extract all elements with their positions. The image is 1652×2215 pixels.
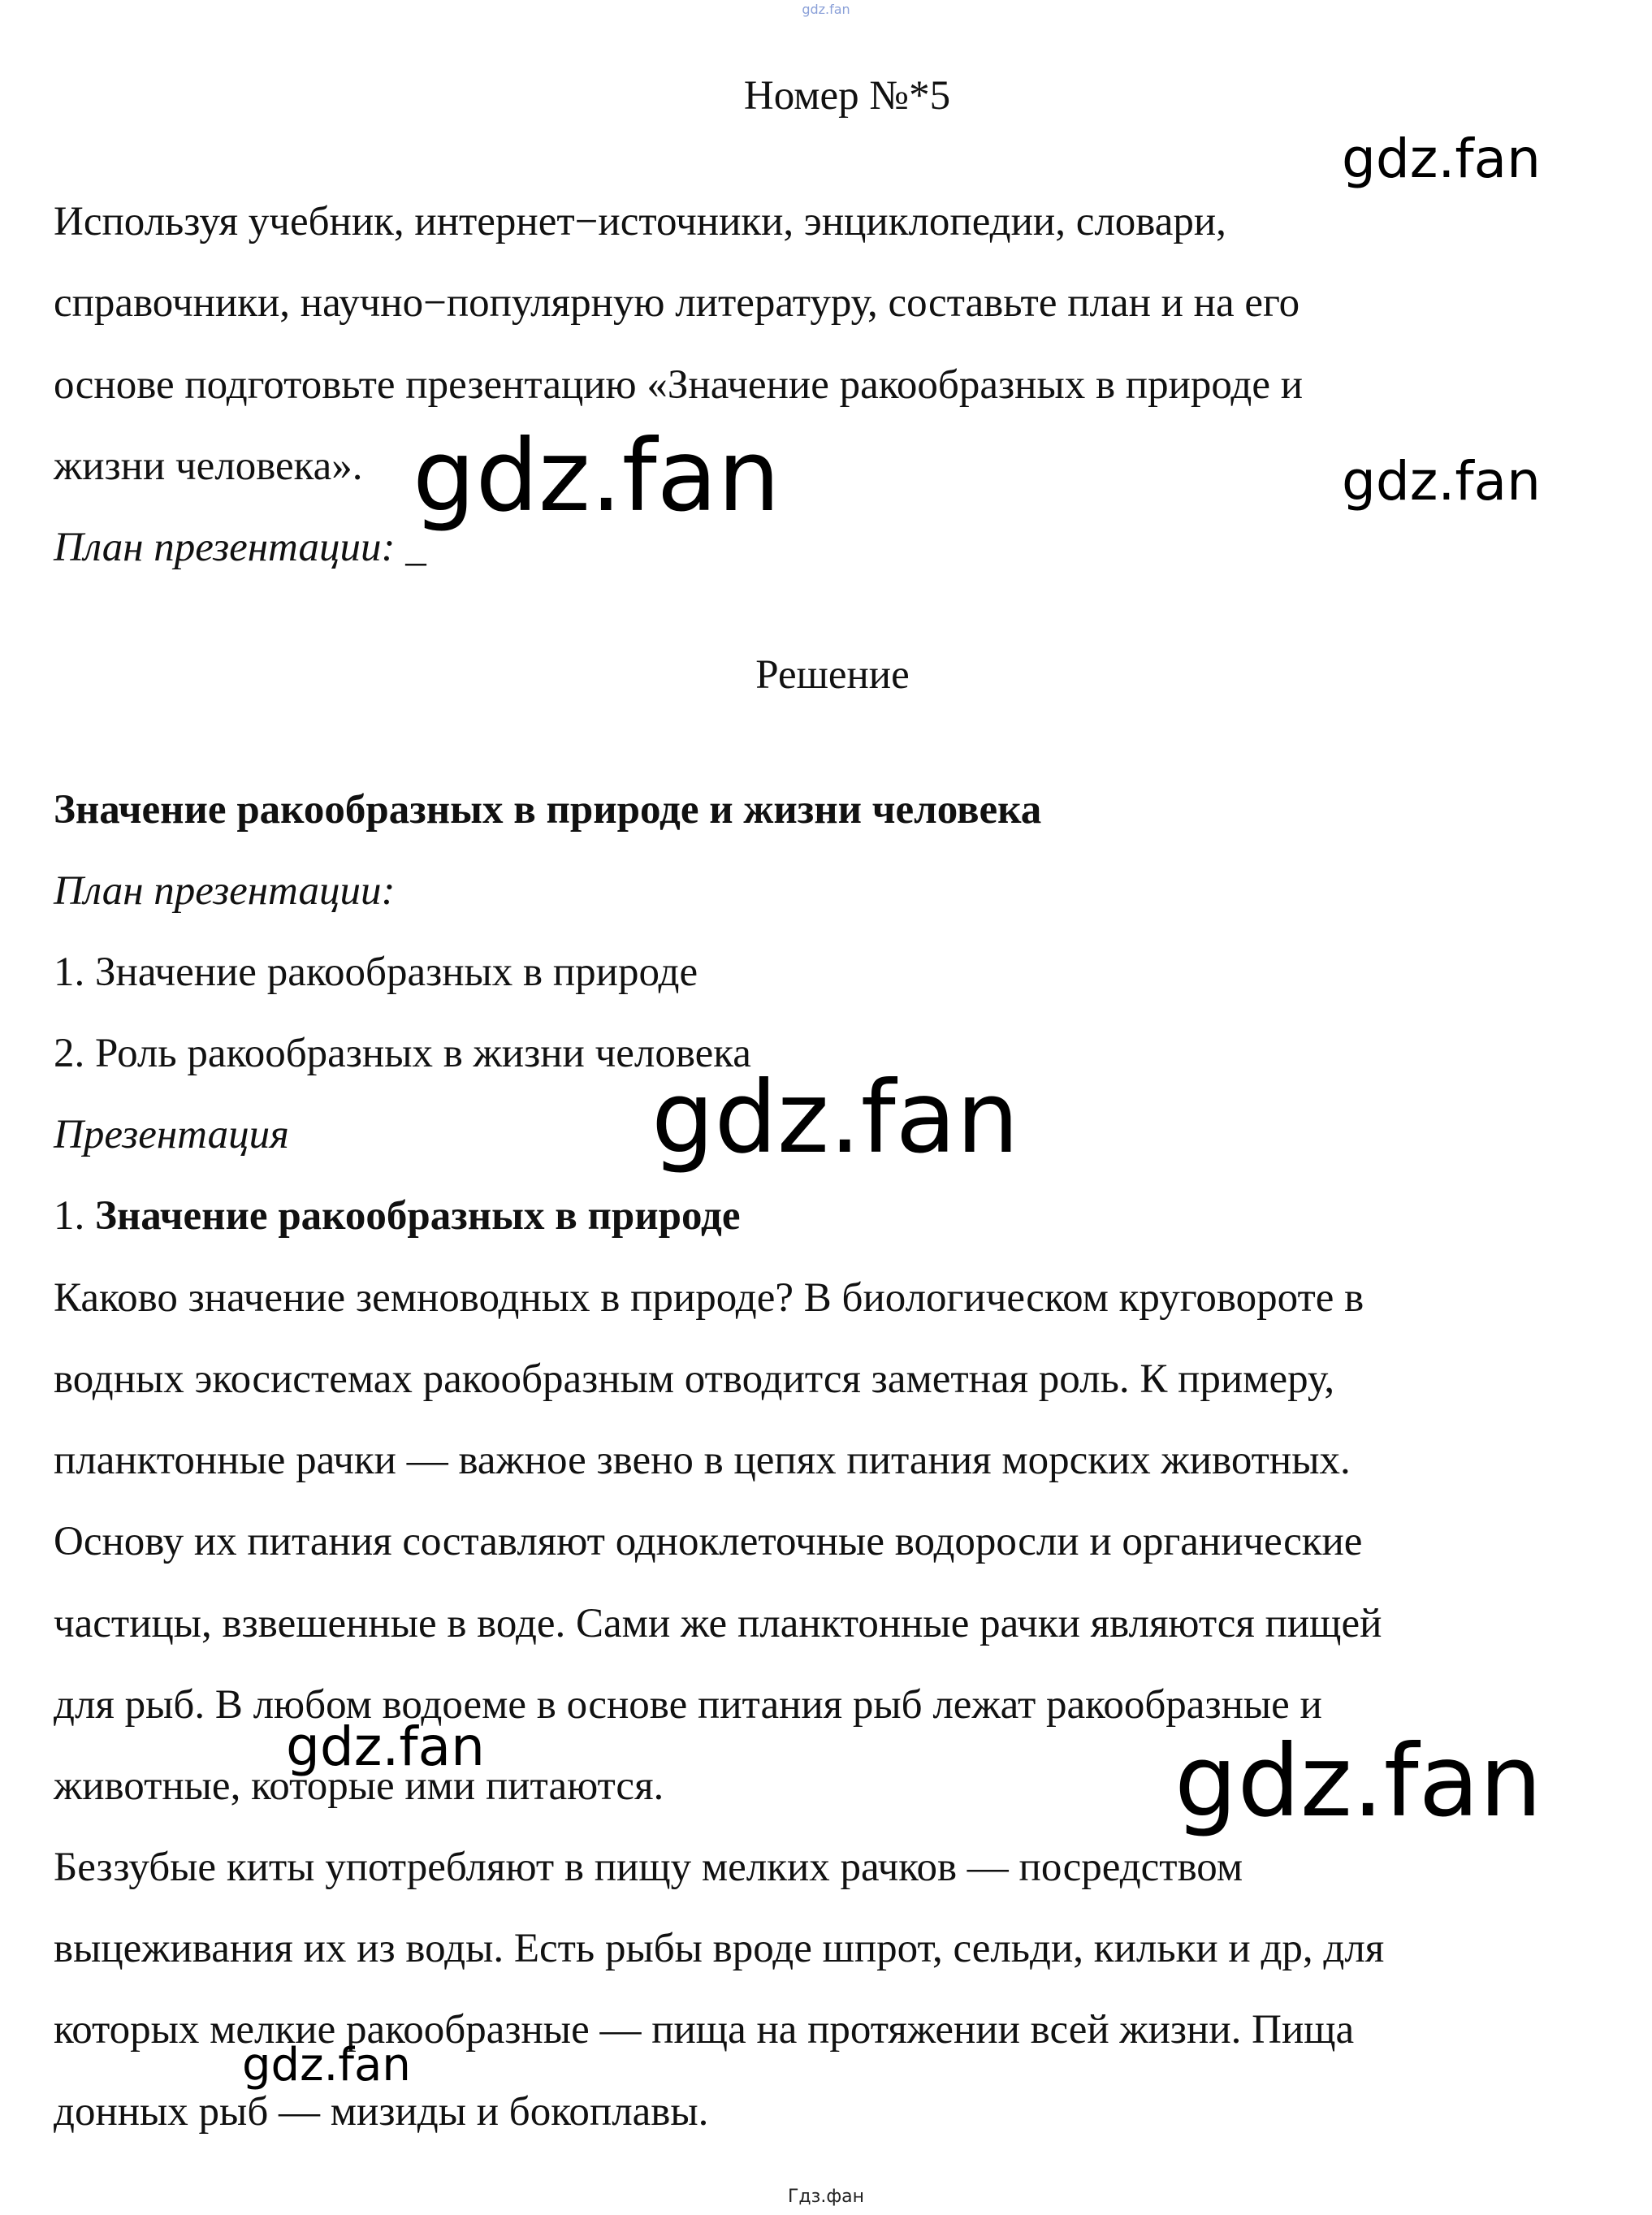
task-line-2: справочники, научно−популярную литературу, составьте план и на его bbox=[54, 280, 1300, 326]
solution-plan-label: План презентации: bbox=[54, 868, 396, 914]
section-1-number: 1. bbox=[54, 1193, 95, 1239]
paragraph-1-line-4: Основу их питания составляют одноклеточные водоросли и органические bbox=[54, 1519, 1363, 1564]
paragraph-2-line-2: выцеживания их из воды. Есть рыбы вроде шпрот, сельди, кильки и др, для bbox=[54, 1926, 1385, 1971]
task-line-3: основе подготовьте презентацию «Значение ракообразных в природе и bbox=[54, 362, 1304, 408]
paragraph-2-line-3: которых мелкие ракообразные — пища на протяжении всей жизни. Пища bbox=[54, 2007, 1355, 2053]
paragraph-1-line-1: Каково значение земноводных в природе? В биологическом круговороте в bbox=[54, 1275, 1364, 1321]
watermark-5: gdz.fan bbox=[286, 1715, 485, 1778]
paragraph-1-line-3: планктонные рачки — важное звено в цепях питания морских животных. bbox=[54, 1438, 1351, 1483]
task-line-4: жизни человека». bbox=[54, 443, 363, 489]
watermark-3: gdz.fan bbox=[413, 418, 781, 534]
paragraph-1-line-5: частицы, взвешенные в воде. Сами же планктонные рачки являются пищей bbox=[54, 1601, 1382, 1646]
paragraph-2-line-4: донных рыб — мизиды и бокоплавы. bbox=[54, 2089, 709, 2135]
footer-text: Гдз.фан bbox=[788, 2187, 864, 2207]
watermark-2: gdz.fan bbox=[1342, 450, 1541, 513]
presentation-label: Презентация bbox=[54, 1112, 289, 1157]
paragraph-1-line-2: водных экосистемах ракообразным отводится заметная роль. К примеру, bbox=[54, 1356, 1335, 1402]
page-title: Номер №*5 bbox=[743, 73, 951, 119]
watermark-7: gdz.fan bbox=[242, 2039, 411, 2092]
watermark-6: gdz.fan bbox=[1174, 1724, 1542, 1839]
section-1-heading bbox=[54, 1193, 741, 1239]
plan-item-2: 2. Роль ракообразных в жизни человека bbox=[54, 1031, 751, 1076]
paragraph-2-line-1: Беззубые киты употребляют в пищу мелких рачков — посредством bbox=[54, 1845, 1243, 1890]
paragraph-1-line-6: для рыб. В любом водоеме в основе питания рыб лежат ракообразные и bbox=[54, 1682, 1322, 1728]
task-plan-label: План презентации: _ bbox=[54, 525, 426, 570]
top-watermark: gdz.fan bbox=[802, 2, 850, 17]
solution-heading: Значение ракообразных в природе и жизни человека bbox=[54, 787, 1042, 833]
plan-item-1: 1. Значение ракообразных в природе bbox=[54, 950, 698, 995]
task-line-1: Используя учебник, интернет−источники, энциклопедии, словари, bbox=[54, 199, 1226, 244]
section-1-title: Значение ракообразных в природе bbox=[95, 1193, 741, 1239]
solution-label: Решение bbox=[755, 652, 910, 698]
watermark-4: gdz.fan bbox=[651, 1060, 1019, 1175]
watermark-1: gdz.fan bbox=[1342, 128, 1541, 190]
paragraph-1-line-7: животные, которые ими питаются. bbox=[54, 1763, 664, 1809]
